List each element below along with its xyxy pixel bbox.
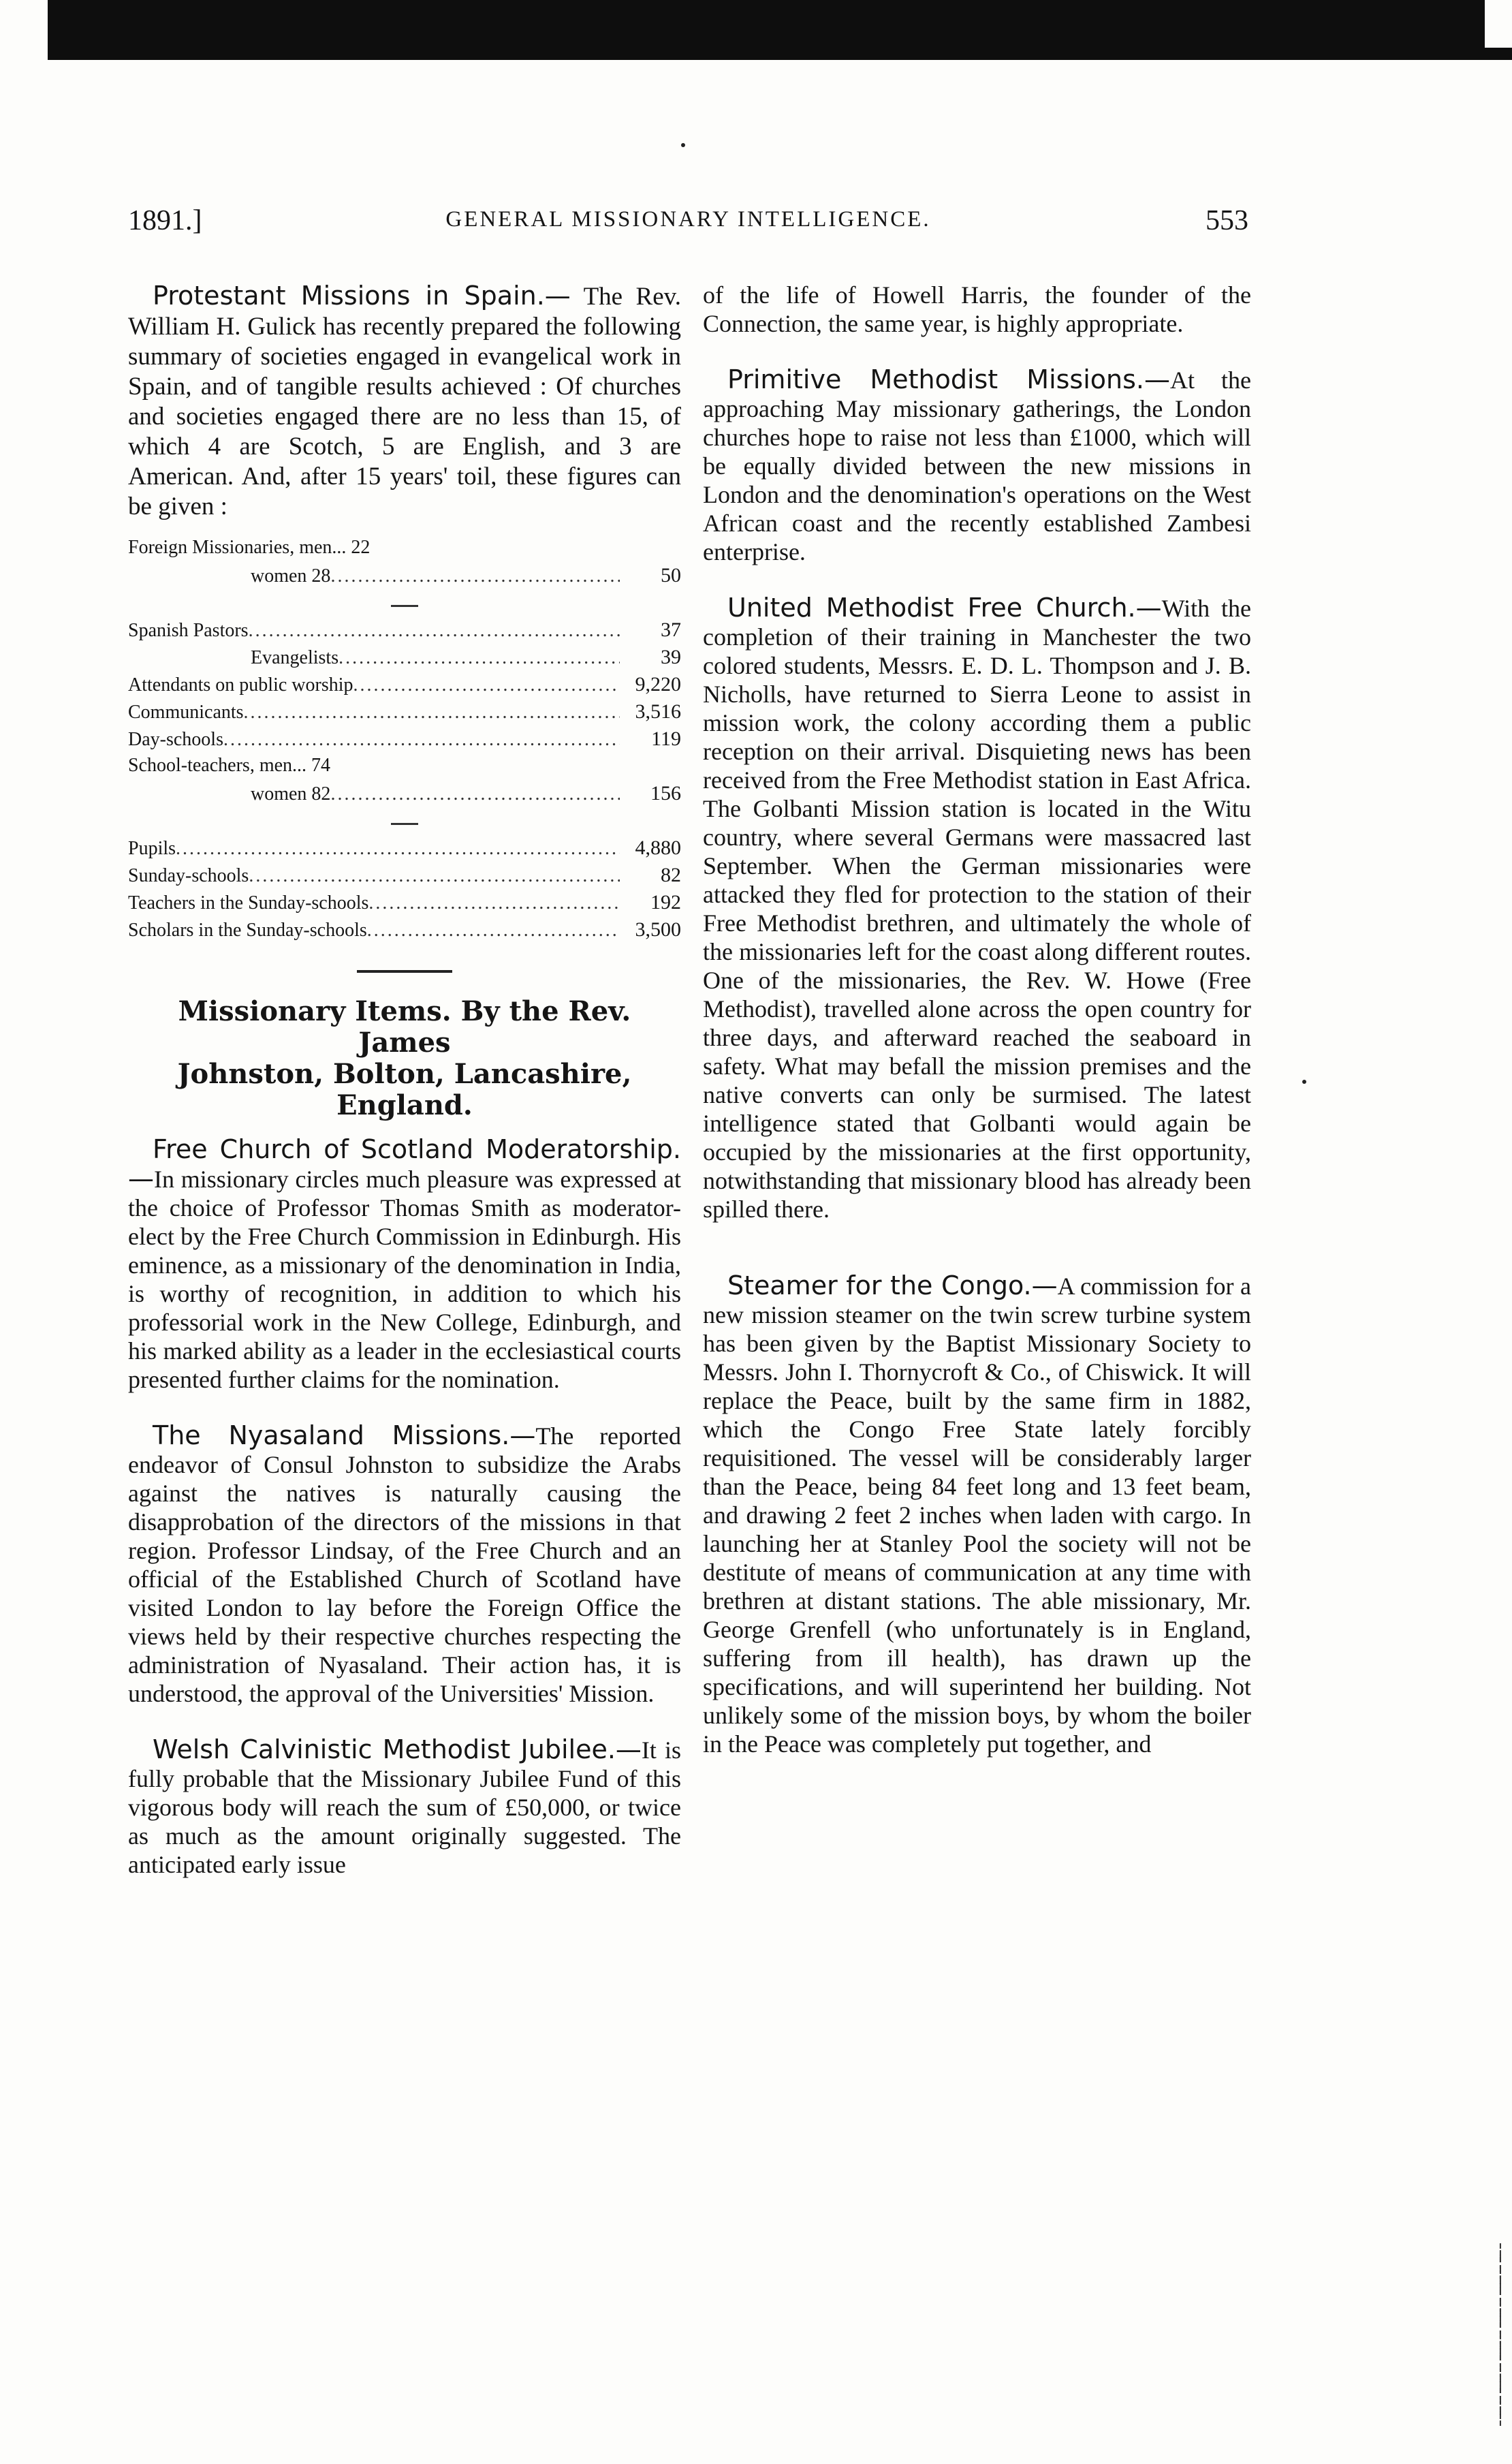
section-heading-line: Johnston, Bolton, Lancashire, England. bbox=[177, 1058, 632, 1121]
section-heading-line: Missionary Items. By the Rev. James bbox=[178, 995, 631, 1059]
stat-label: women 28 bbox=[251, 565, 331, 587]
stat-label: Teachers in the Sunday-schools bbox=[128, 892, 369, 914]
stat-value: 39 bbox=[661, 646, 681, 668]
scan-speck bbox=[1302, 1080, 1306, 1084]
stat-value: 3,500 bbox=[635, 918, 681, 941]
left-column bbox=[128, 281, 681, 1879]
stat-value: 119 bbox=[651, 728, 681, 750]
page-number: 553 bbox=[1206, 205, 1248, 236]
stat-label: Sunday-schools bbox=[128, 865, 249, 886]
stat-row bbox=[128, 918, 681, 946]
article-title: Welsh Calvinistic Methodist Jubilee.— bbox=[153, 1734, 642, 1764]
article-body: The reported endeavor of Consul Johnston to subsidize the Arabs against the natives is naturally causing the disapprobation of the directors of the missions in that region. Professor Lindsay, of the Free Church and an official of the Established Church of Scotland have visited London to lay before the Foreign Office the views held by their respective churches respecting the administration of Nyasaland. Their action has, it is understood, the approval of the Universities' Mission. bbox=[128, 1422, 682, 1707]
stat-label: Day-schools bbox=[128, 729, 223, 750]
scan-speck bbox=[681, 143, 685, 147]
article-body: The Rev. William H. Gulick has recently prepared the following summary of societies engaged in evangelical work in Spain, and of tangible results achieved : Of churches and societies engaged there are no less than 15, of which 4 are Scotch, 5 are English, and 3 are American. And, after 15 years' toil, these figures can be given : bbox=[128, 283, 681, 520]
stat-label: Communicants bbox=[128, 702, 244, 723]
stat-value: 156 bbox=[650, 782, 681, 805]
article-scotland bbox=[128, 1135, 681, 1394]
stat-row bbox=[128, 673, 681, 700]
article-primitive bbox=[703, 365, 1251, 566]
article-nyasaland bbox=[128, 1421, 681, 1708]
article-title: Primitive Methodist Missions.— bbox=[727, 364, 1170, 394]
scan-border-notch bbox=[0, 0, 48, 60]
article-congo bbox=[703, 1271, 1251, 1758]
article-title: United Methodist Free Church.— bbox=[727, 593, 1162, 623]
stat-value: 192 bbox=[650, 891, 681, 914]
stat-row bbox=[128, 864, 681, 891]
stat-row bbox=[128, 537, 681, 564]
article-spain bbox=[128, 281, 681, 522]
stat-value: 37 bbox=[661, 619, 681, 641]
header-title: GENERAL MISSIONARY INTELLIGENCE. bbox=[445, 207, 931, 232]
stat-label: School-teachers, men... 74 bbox=[128, 755, 331, 776]
running-header bbox=[128, 204, 1248, 245]
article-welsh bbox=[128, 1735, 681, 1879]
article-body: It is fully probable that the Missionary Jubilee Fund of this vigorous body will reach the sum of £50,000, or twice as much as the amount originally suggested. The anticipated early issue bbox=[128, 1736, 681, 1878]
stat-label: Spanish Pastors bbox=[128, 620, 249, 641]
article-body: In missionary circles much pleasure was expressed at the choice of Professor Thomas Smith as moderator-elect by the Free Church Commission in Edinburgh. His eminence, as a missionary of the denomination in India, is worthy of recognition, in addition to which his professorial work in the New College, Edinburgh, and his marked ability as a leader in the ecclesiastical courts presented further claims for the nomination. bbox=[128, 1166, 681, 1393]
stat-row bbox=[128, 619, 681, 646]
article-title: Free Church of Scotland Moderatorship.— bbox=[128, 1134, 681, 1194]
section-rule bbox=[357, 970, 452, 973]
stat-row bbox=[128, 755, 681, 782]
stat-row bbox=[128, 646, 681, 673]
stat-row bbox=[128, 700, 681, 728]
stat-value: 4,880 bbox=[635, 837, 681, 859]
article-title: Steamer for the Congo.— bbox=[727, 1270, 1058, 1300]
section-heading bbox=[128, 996, 681, 1121]
stat-value: 3,516 bbox=[635, 700, 681, 723]
stat-label: Evangelists bbox=[251, 647, 339, 668]
statistics-table bbox=[128, 537, 681, 946]
stat-row bbox=[128, 782, 681, 809]
stat-row bbox=[128, 837, 681, 864]
article-body: With the completion of their training in Manchester the two colored students, Messrs. E. D. L. Thompson and J. B. Nicholls, have returned to Sierra Leone to assist in mission work, the colony according them a public reception on their arrival. Disquieting news has been received from the Free Methodist station in East Africa. The Golbanti Mission station is located in the Witu country, where several Germans were massacred last September. When the German missionaries were attacked they fled for protection to the station of their Free Methodist brethren, and ultimately the whole of the missionaries left for the coast along different routes. One of the missionaries, the Rev. W. Howe (Free Methodist), travelled alone across the open country for three days, and afterward reached the seaboard in safety. What may befall the mission premises and the native converts can only be surmised. The latest intelligence stated that Golbanti would again be occupied by the missionaries at the first opportunity, notwithstanding that missionary blood has already been spilled there. bbox=[703, 595, 1251, 1223]
article-body: At the approaching May missionary gatherings, the London churches hope to raise not less than £1000, which will be equally divided between the new missions in London and the denomination's operations on the West African coast and the recently established Zambesi enterprise. bbox=[703, 367, 1251, 565]
margin-scan-marks: ┆╎┊┆╎┊┆╎┊┆╎┊┆╎┊┆ bbox=[1495, 2243, 1506, 2427]
article-united bbox=[703, 593, 1251, 1223]
article-title: The Nyasaland Missions.— bbox=[153, 1420, 536, 1450]
stat-row bbox=[128, 728, 681, 755]
stat-label: Pupils bbox=[128, 838, 176, 859]
scan-border-top bbox=[0, 0, 1512, 60]
stat-row bbox=[128, 891, 681, 918]
stat-label: Foreign Missionaries, men... 22 bbox=[128, 537, 371, 558]
header-year: 1891.] bbox=[128, 205, 202, 236]
stat-row bbox=[128, 564, 681, 591]
scan-border-end bbox=[1485, 0, 1512, 48]
right-column bbox=[703, 281, 1251, 1758]
stat-value: 50 bbox=[661, 564, 681, 587]
stat-value: 9,220 bbox=[635, 673, 681, 696]
stat-label: women 82 bbox=[251, 783, 331, 805]
article-body: A commission for a new mission steamer on the twin screw turbine system has been given by the Baptist Missionary Society to Messrs. John I. Thornycroft & Co., of Chiswick. It will replace the Peace, built by the same firm in 1882, which the Congo Free State lately forcibly requisitioned. The vessel will be considerably larger than the Peace, being 84 feet long and 13 feet beam, and drawing 2 feet 2 inches when laden with cargo. In launching her at Stanley Pool the society will not be destitute of means of communication at any time with brethren at distant stations. The able missionary, Mr. George Grenfell (who unfortunately is in England, suffering from ill health), has drawn up the specifications, and will superintend her building. Not unlikely some of the mission boys, by whom the boiler in the Peace was completely put together, and bbox=[703, 1273, 1251, 1758]
article-title: Protestant Missions in Spain.— bbox=[153, 281, 571, 311]
stat-label: Scholars in the Sunday-schools bbox=[128, 920, 367, 941]
stat-value: 82 bbox=[661, 864, 681, 886]
stat-label: Attendants on public worship bbox=[128, 674, 353, 696]
article-welsh-continued: of the life of Howell Harris, the founder of the Connection, the same year, is highly appropriate. bbox=[703, 281, 1251, 337]
